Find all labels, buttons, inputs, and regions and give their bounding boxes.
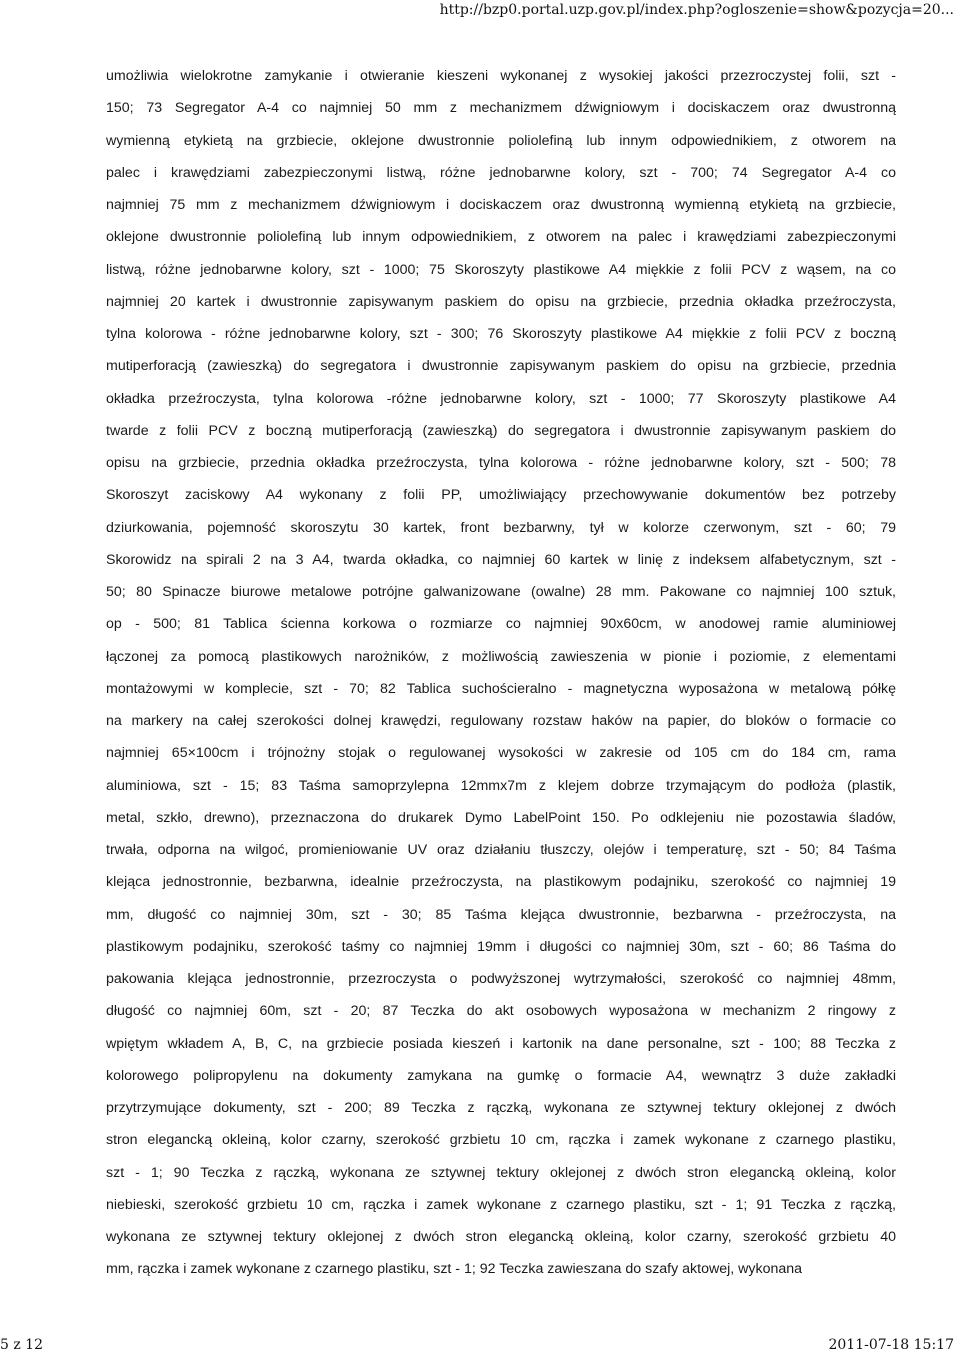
body-text-line: na markery na całej szerokości dolnej krawędzi, regulowany rozstaw haków na papier, do bloków o formacie co	[106, 713, 896, 729]
body-text-line: mm, rączka i zamek wykonane z czarnego plastiku, szt - 1; 92 Teczka zawieszana do szafy aktowej, wykonana	[106, 1261, 803, 1278]
body-text-line: przytrzymujące dokumenty, szt - 200; 89 Teczka z rączką, wykonana ze sztywnej tektury oklejonej z dwóch	[106, 1100, 896, 1116]
body-text-line: wymienną etykietą na grzbiecie, oklejone dwustronnie poliolefiną lub innym odpowiednikiem, z otworem na	[106, 132, 896, 149]
page-url-header: http://bzp0.portal.uzp.gov.pl/index.php?ogloszenie=show&pozycja=20...	[439, 2, 954, 18]
body-text-line: mm, długość co najmniej 30m, szt - 30; 85 Taśma klejąca dwustronnie, bezbarwna - przeźroczysta, na	[106, 906, 896, 923]
body-text-line: plastikowym podajniku, szerokość taśmy co najmniej 19mm i długości co najmniej 30m, szt - 60; 86 Taśma do	[106, 938, 896, 955]
body-text-line: op - 500; 81 Tablica ścienna korkowa o rozmiarze co najmniej 90x60cm, w anodowej ramie aluminiowej	[106, 616, 896, 633]
body-text-line: pakowania klejąca jednostronnie, przezroczysta o podwyższonej wytrzymałości, szerokość co najmniej 48mm,	[106, 971, 896, 987]
document-body	[106, 60, 896, 1286]
body-text-line: kolorowego polipropylenu na dokumenty zamykana na gumkę o formacie A4, wewnątrz 3 duże zakładki	[106, 1067, 896, 1084]
body-text-line: szt - 1; 90 Teczka z rączką, wykonana ze sztywnej tektury oklejonej z dwóch stron elegancką okleiną, kolor	[106, 1164, 896, 1181]
body-text-line: stron elegancką okleiną, kolor czarny, szerokość grzbietu 10 cm, rączka i zamek wykonane z czarnego plastiku,	[106, 1132, 896, 1149]
body-text-line: oklejone dwustronnie poliolefiną lub innym odpowiednikiem, z otworem na palec i krawędziami zabezpieczonymi	[106, 229, 896, 246]
body-text-line: palec i krawędziami zabezpieczonymi listwą, różne jednobarwne kolory, szt - 700; 74 Segregator A-4 co	[106, 164, 896, 181]
body-text-line: trwała, odporna na wilgoć, promieniowanie UV oraz działaniu tłuszczy, olejów i temperaturę, szt - 50; 84 Taśma	[106, 842, 896, 858]
body-text-line: listwą, różne jednobarwne kolory, szt - 1000; 75 Skoroszyty plastikowe A4 miękkie z folii PCV z wąsem, na co	[106, 261, 896, 278]
body-text-line: 150; 73 Segregator A-4 co najmniej 50 mm z mechanizmem dźwigniowym i dociskaczem oraz dwustronną	[106, 100, 896, 117]
body-text-line: montażowymi w komplecie, szt - 70; 82 Tablica suchościeralno - magnetyczna wyposażona w metalową półkę	[106, 680, 896, 697]
body-text-line: aluminiowa, szt - 15; 83 Taśma samoprzylepna 12mmx7m z klejem dobrze trzymającym do podłoża (plastik,	[106, 777, 896, 794]
body-text-line: twarde z folii PCV z boczną mutiperforacją (zawieszką) do segregatora i dwustronnie zapisywanym paskiem do	[106, 422, 896, 439]
body-text-line: najmniej 65×100cm i trójnożny stojak o regulowanej wysokości w zakresie od 105 cm do 184 cm, rama	[106, 745, 896, 762]
body-text-line: najmniej 75 mm z mechanizmem dźwigniowym i dociskaczem oraz dwustronną wymienną etykietą na grzbiecie,	[106, 197, 896, 213]
body-text-line: mutiperforacją (zawieszką) do segregatora i dwustronnie zapisywanym paskiem do opisu na grzbiecie, przednia	[106, 358, 896, 375]
body-text-line: łączonej za pomocą plastikowych narożników, z możliwością zawieszenia w pionie i poziomie, z elementami	[106, 648, 896, 665]
body-text-line: niebieski, szerokość grzbietu 10 cm, rączka i zamek wykonane z czarnego plastiku, szt - 1; 91 Teczka z rączką,	[106, 1196, 896, 1213]
print-timestamp: 2011-07-18 15:17	[828, 1337, 954, 1353]
body-text-line: Skoroszyt zaciskowy A4 wykonany z folii PP, umożliwiający przechowywanie dokumentów bez potrzeby	[106, 487, 896, 504]
body-text-line: 50; 80 Spinacze biurowe metalowe potrójne galwanizowane (owalne) 28 mm. Pakowane co najmniej 100 sztuk,	[106, 584, 896, 600]
body-text-line: wykonana ze sztywnej tektury oklejonej z dwóch stron elegancką okleiną, kolor czarny, szerokość grzbietu 40	[106, 1229, 896, 1245]
body-text-line: Skorowidz na spirali 2 na 3 A4, twarda okładka, co najmniej 60 kartek w linię z indeksem alfabetycznym, szt -	[106, 551, 896, 568]
body-text-line: długość co najmniej 60m, szt - 20; 87 Teczka do akt osobowych wyposażona w mechanizm 2 ringowy z	[106, 1003, 896, 1020]
body-text-line: metal, szkło, drewno), przeznaczona do drukarek Dymo LabelPoint 150. Po odklejeniu nie pozostawia śladów,	[106, 809, 896, 826]
body-text-line: umożliwia wielokrotne zamykanie i otwieranie kieszeni wykonanej z wysokiej jakości przezroczystej folii, szt -	[106, 68, 896, 84]
body-text-line: klejąca jednostronnie, bezbarwna, idealnie przeźroczysta, na plastikowym podajniku, szerokość co najmniej 19	[106, 874, 896, 891]
body-text-line: najmniej 20 kartek i dwustronnie zapisywanym paskiem do opisu na grzbiecie, przednia okładka przeźroczysta,	[106, 293, 896, 310]
body-text-line: okładka przeźroczysta, tylna kolorowa -różne jednobarwne kolory, szt - 1000; 77 Skoroszyty plastikowe A4	[106, 390, 896, 407]
body-text-line: dziurkowania, pojemność skoroszytu 30 kartek, front bezbarwny, tył w kolorze czerwonym, szt - 60; 79	[106, 519, 896, 536]
body-text-line: wpiętym wkładem A, B, C, na grzbiecie posiada kieszeń i kartonik na dane personalne, szt - 100; 88 Teczka z	[106, 1035, 896, 1052]
page-number: 5 z 12	[0, 1337, 43, 1353]
body-text-line: tylna kolorowa - różne jednobarwne kolory, szt - 300; 76 Skoroszyty plastikowe A4 miękkie z folii PCV z boczną	[106, 326, 896, 342]
body-text-line: opisu na grzbiecie, przednia okładka przeźroczysta, tylna kolorowa - różne jednobarwne kolory, szt - 500; 78	[106, 455, 896, 471]
